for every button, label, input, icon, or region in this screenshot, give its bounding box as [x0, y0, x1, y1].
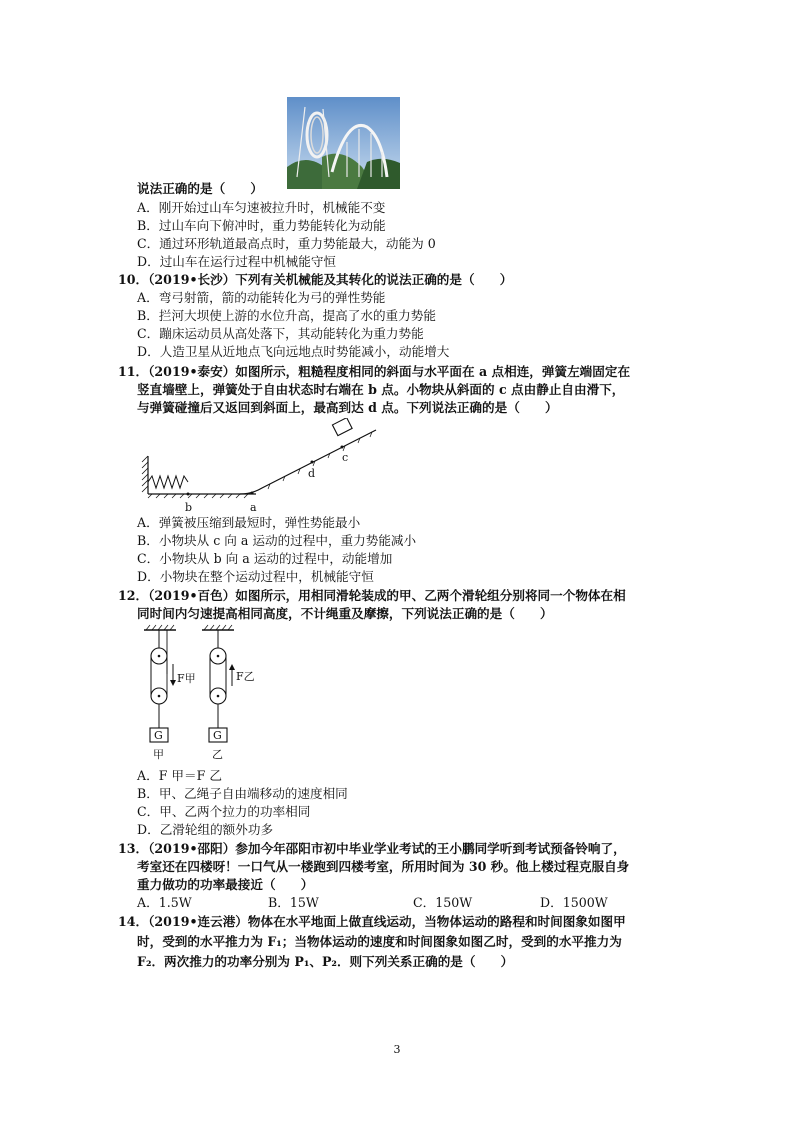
- q11-option-c: C．小物块从 b 向 a 运动的过程中，动能增加: [137, 551, 393, 566]
- q10-option-c: C．蹦床运动员从高处落下，其动能转化为重力势能: [137, 326, 424, 341]
- q11-stem-line2: 竖直墙壁上，弹簧处于自由状态时右端在 b 点。小物块从斜面的 c 点由静止自由滑下，: [137, 382, 625, 397]
- q9-option-d: D．过山车在运行过程中机械能守恒: [137, 254, 337, 269]
- q10-stem: 10．（2019•长沙）下列有关机械能及其转化的说法正确的是（ ）: [118, 272, 513, 287]
- label-d: d: [308, 467, 316, 480]
- q13-stem-line1: 13．（2019•邵阳）参加今年邵阳市初中毕业学业考试的王小鹏同学听到考试预备铃响了，: [118, 841, 626, 856]
- q9-option-a: A．刚开始过山车匀速被拉升时，机械能不变: [137, 200, 386, 215]
- q14-stem-line1: 14．（2019•连云港）物体在水平地面上做直线运动，当物体运动的路程和时间图象如图甲: [118, 914, 626, 929]
- label-b: b: [185, 501, 193, 514]
- q12-option-a: A．F 甲＝F 乙: [137, 768, 222, 783]
- label-c: c: [342, 451, 349, 464]
- roller-coaster-photo: [287, 97, 400, 189]
- q12-pulley-figure: [140, 624, 270, 764]
- q12-stem-line1: 12．（2019•百色）如图所示，用相同滑轮装成的甲、乙两个滑轮组分别将同一个物体在相: [118, 588, 626, 603]
- q9-option-b: B．过山车向下俯冲时，重力势能转化为动能: [137, 218, 386, 233]
- q11-stem-line1: 11．（2019•泰安）如图所示，粗糙程度相同的斜面与水平面在 a 点相连，弹簧左端固定在: [118, 364, 631, 379]
- q12-option-b: B．甲、乙绳子自由端移动的速度相同: [137, 786, 348, 801]
- page-number: 3: [393, 1043, 401, 1056]
- weight-label-yi: G: [213, 729, 222, 742]
- q13-option-b: B．15W: [268, 895, 319, 910]
- q12-stem-line2: 同时间内匀速提高相同高度，不计绳重及摩擦，下列说法正确的是（ ）: [137, 606, 553, 621]
- force-label-jia: F甲: [177, 672, 196, 685]
- q12-option-d: D．乙滑轮组的额外功多: [137, 822, 274, 837]
- name-label-yi: 乙: [212, 748, 223, 761]
- weight-label-jia: G: [154, 729, 163, 742]
- q14-stem-line2: 时，受到的水平推力为 F₁；当物体运动的速度和时间图象如图乙时，受到的水平推力为: [137, 934, 622, 949]
- q13-option-d: D．1500W: [540, 895, 608, 910]
- label-a: a: [250, 501, 257, 514]
- q11-option-a: A．弹簧被压缩到最短时，弹性势能最小: [137, 515, 361, 530]
- q11-incline-spring-figure: [140, 418, 390, 518]
- q13-option-a: A．1.5W: [137, 895, 192, 910]
- q14-stem-line3: F₂．两次推力的功率分别为 P₁、P₂．则下列关系正确的是（ ）: [137, 954, 514, 969]
- force-label-yi: F乙: [236, 670, 255, 683]
- q11-option-d: D．小物块在整个运动过程中，机械能守恒: [137, 569, 374, 584]
- q13-stem-line3: 重力做功的功率最接近（ ）: [137, 877, 314, 892]
- q11-option-b: B．小物块从 c 向 a 运动的过程中，重力势能减小: [137, 533, 417, 548]
- q13-option-c: C．150W: [413, 895, 473, 910]
- q12-option-c: C．甲、乙两个拉力的功率相同: [137, 804, 311, 819]
- q10-option-d: D．人造卫星从近地点飞向远地点时势能减小，动能增大: [137, 344, 450, 359]
- name-label-jia: 甲: [153, 748, 164, 761]
- q9-stem-end: 说法正确的是（ ）: [137, 181, 263, 196]
- q11-stem-line3: 与弹簧碰撞后又返回到斜面上，最高到达 d 点。下列说法正确的是（ ）: [137, 400, 558, 415]
- q13-stem-line2: 考室还在四楼呀！一口气从一楼跑到四楼考室，所用时间为 30 秒。他上楼过程克服自身: [137, 859, 630, 874]
- q10-option-b: B．拦河大坝使上游的水位升高，提高了水的重力势能: [137, 308, 436, 323]
- q9-option-c: C．通过环形轨道最高点时，重力势能最大，动能为 0: [137, 236, 436, 251]
- q10-option-a: A．弯弓射箭，箭的动能转化为弓的弹性势能: [137, 290, 386, 305]
